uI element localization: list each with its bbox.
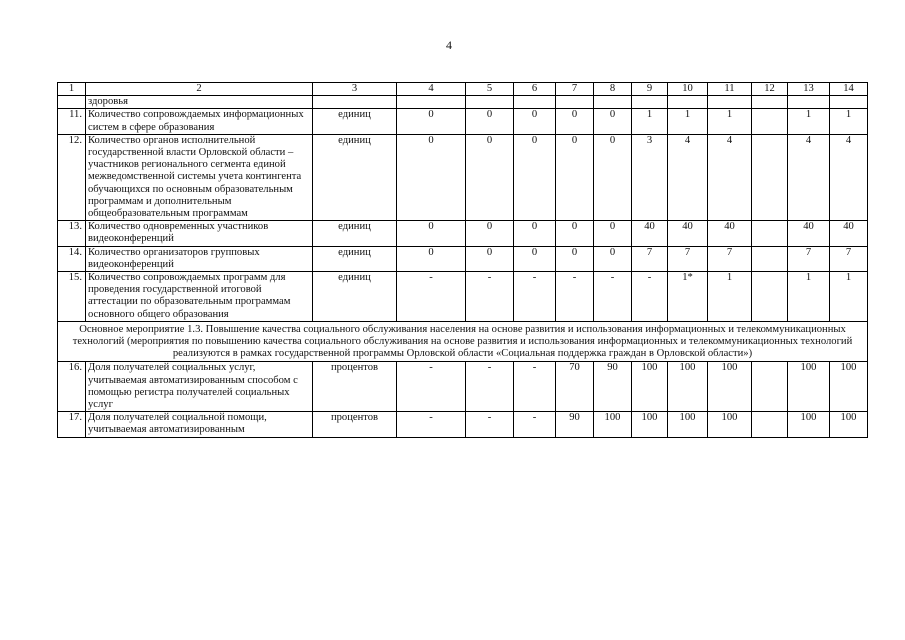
value-cell: 1 — [668, 109, 708, 134]
page-number: 4 — [446, 38, 452, 52]
value-cell: 1 — [830, 272, 868, 322]
value-cell: 0 — [594, 109, 632, 134]
value-cell: 0 — [556, 134, 594, 220]
header-cell: 14 — [830, 83, 868, 96]
header-cell: 1 — [58, 83, 86, 96]
row-index: 13. — [58, 221, 86, 246]
value-cell — [752, 221, 788, 246]
row-index: 12. — [58, 134, 86, 220]
value-cell: - — [397, 272, 466, 322]
value-cell: 100 — [788, 412, 830, 437]
value-cell: 90 — [594, 362, 632, 412]
row-index: 11. — [58, 109, 86, 134]
value-cell: - — [397, 412, 466, 437]
value-cell: 0 — [514, 221, 556, 246]
value-cell: 1* — [668, 272, 708, 322]
section-heading: Основное мероприятие 1.3. Повышение качества социального обслуживания населения на основе развития и использования информационных и телекоммуникационных технологий (мероприятия по повышению качества социального обслуживания на основе развития и использования информационных и телекоммуникационных технологий реализуются в рамках государственной программы Орловской области «Социальная поддержка граждан в Орловской области») — [58, 321, 868, 362]
header-cell: 7 — [556, 83, 594, 96]
value-cell: 0 — [466, 221, 514, 246]
value-cell: 40 — [632, 221, 668, 246]
indicator-name: Количество организаторов групповых видеоконференций — [86, 246, 313, 271]
indicator-table — [57, 82, 868, 438]
value-cell: 0 — [466, 134, 514, 220]
value-cell: 1 — [788, 272, 830, 322]
value-cell — [752, 246, 788, 271]
value-cell — [752, 109, 788, 134]
value-cell: 70 — [556, 362, 594, 412]
row-index: 16. — [58, 362, 86, 412]
value-cell: 100 — [830, 362, 868, 412]
table-row — [58, 221, 868, 246]
indicator-name: Количество сопровождаемых программ для проведения государственной итоговой аттестации по образовательным программам основного общего образования — [86, 272, 313, 322]
row-index: 15. — [58, 272, 86, 322]
value-cell: 4 — [708, 134, 752, 220]
value-cell: 100 — [594, 412, 632, 437]
value-cell — [752, 362, 788, 412]
header-cell: 11 — [708, 83, 752, 96]
value-cell: 0 — [514, 109, 556, 134]
value-cell: 100 — [708, 412, 752, 437]
value-cell: 0 — [556, 246, 594, 271]
value-cell: 0 — [397, 246, 466, 271]
indicator-name: здоровья — [86, 96, 313, 109]
value-cell: 0 — [594, 221, 632, 246]
value-cell: 1 — [708, 109, 752, 134]
value-cell: 1 — [708, 272, 752, 322]
value-cell: 4 — [788, 134, 830, 220]
table-row — [58, 272, 868, 322]
value-cell: - — [632, 272, 668, 322]
value-cell: - — [466, 362, 514, 412]
table-row — [58, 362, 868, 412]
value-cell: - — [594, 272, 632, 322]
value-cell: 0 — [397, 221, 466, 246]
header-cell: 9 — [632, 83, 668, 96]
value-cell: 100 — [632, 412, 668, 437]
header-cell: 4 — [397, 83, 466, 96]
value-cell: - — [514, 272, 556, 322]
value-cell: 3 — [632, 134, 668, 220]
value-cell: - — [466, 412, 514, 437]
table-row — [58, 412, 868, 437]
section-row — [58, 321, 868, 362]
value-cell: 0 — [466, 109, 514, 134]
value-cell: 0 — [397, 134, 466, 220]
value-cell: 7 — [708, 246, 752, 271]
indicator-name: Количество сопровождаемых информационных систем в сфере образования — [86, 109, 313, 134]
value-cell: 100 — [668, 362, 708, 412]
value-cell: 40 — [708, 221, 752, 246]
value-cell: - — [514, 362, 556, 412]
value-cell: 0 — [397, 109, 466, 134]
unit-cell: единиц — [313, 109, 397, 134]
value-cell: 100 — [632, 362, 668, 412]
value-cell: 100 — [830, 412, 868, 437]
value-cell: 100 — [788, 362, 830, 412]
header-cell: 12 — [752, 83, 788, 96]
unit-cell: процентов — [313, 412, 397, 437]
indicator-name: Количество одновременных участников видеоконференций — [86, 221, 313, 246]
value-cell: 0 — [594, 246, 632, 271]
value-cell — [752, 412, 788, 437]
value-cell: 1 — [830, 109, 868, 134]
indicator-name: Количество органов исполнительной государственной власти Орловской области – участников регионального сегмента единой межведомственной системы учета контингента обучающихся по основным образовательным программам и дополнительным общеобразовательным программам — [86, 134, 313, 220]
value-cell: 7 — [668, 246, 708, 271]
value-cell: 7 — [830, 246, 868, 271]
header-cell: 13 — [788, 83, 830, 96]
value-cell: 100 — [668, 412, 708, 437]
row-index: 14. — [58, 246, 86, 271]
indicator-name: Доля получателей социальных услуг, учитываемая автоматизированным способом с помощью регистра получателей социальных услуг — [86, 362, 313, 412]
indicator-name: Доля получателей социальной помощи, учитываемая автоматизированным — [86, 412, 313, 437]
value-cell: 7 — [788, 246, 830, 271]
unit-cell: единиц — [313, 246, 397, 271]
table-row — [58, 246, 868, 271]
value-cell: 0 — [594, 134, 632, 220]
value-cell: 40 — [668, 221, 708, 246]
value-cell: 0 — [556, 109, 594, 134]
header-cell: 10 — [668, 83, 708, 96]
value-cell — [752, 134, 788, 220]
value-cell: - — [397, 362, 466, 412]
value-cell: 0 — [514, 246, 556, 271]
table-row — [58, 109, 868, 134]
table-row — [58, 134, 868, 220]
value-cell: 40 — [830, 221, 868, 246]
value-cell: - — [466, 272, 514, 322]
header-cell: 2 — [86, 83, 313, 96]
row-index: 17. — [58, 412, 86, 437]
continuation-row — [58, 96, 868, 109]
value-cell: 4 — [830, 134, 868, 220]
value-cell: 4 — [668, 134, 708, 220]
value-cell: 1 — [632, 109, 668, 134]
header-cell: 5 — [466, 83, 514, 96]
unit-cell: процентов — [313, 362, 397, 412]
header-row — [58, 83, 868, 96]
unit-cell: единиц — [313, 272, 397, 322]
value-cell — [752, 272, 788, 322]
value-cell: - — [514, 412, 556, 437]
value-cell: 0 — [556, 221, 594, 246]
header-cell: 6 — [514, 83, 556, 96]
value-cell: - — [556, 272, 594, 322]
unit-cell: единиц — [313, 221, 397, 246]
value-cell: 7 — [632, 246, 668, 271]
header-cell: 3 — [313, 83, 397, 96]
header-cell: 8 — [594, 83, 632, 96]
value-cell: 0 — [514, 134, 556, 220]
value-cell: 40 — [788, 221, 830, 246]
unit-cell: единиц — [313, 134, 397, 220]
value-cell: 90 — [556, 412, 594, 437]
value-cell: 0 — [466, 246, 514, 271]
value-cell: 1 — [788, 109, 830, 134]
value-cell: 100 — [708, 362, 752, 412]
